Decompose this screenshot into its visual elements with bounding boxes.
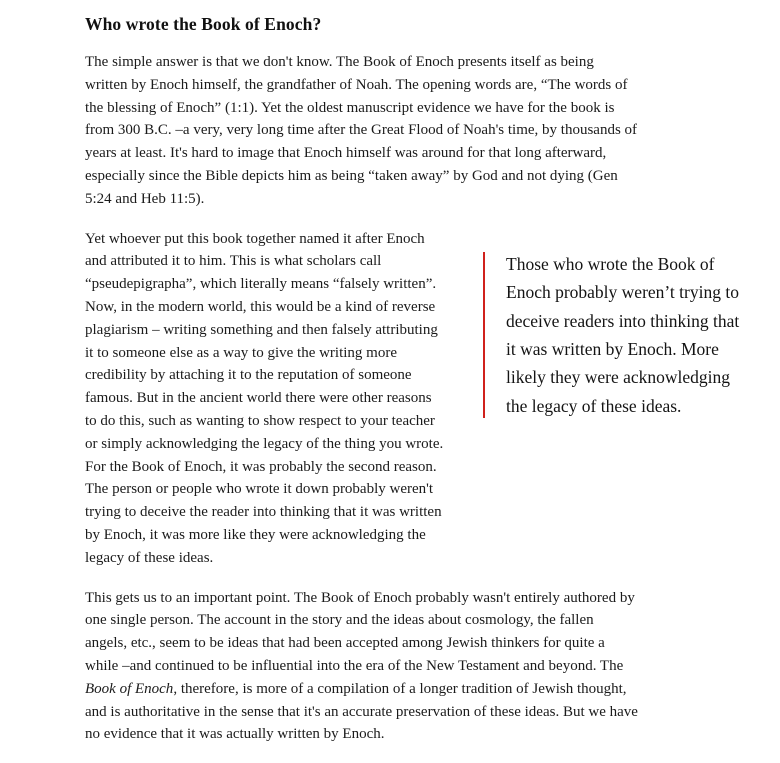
paragraph-3-part-2: , therefore, is more of a compilation of a longer tradition of Jewish thought, and is authoritative in the sense that it's an accurate preservation of these ideas. But we have no evidence that it was actually written by Enoch. [85, 680, 638, 743]
pullquote [483, 250, 741, 420]
book-title-italic: Book of Enoch [85, 680, 174, 697]
paragraph-3-part-1: This gets us to an important point. The Book of Enoch probably wasn't entirely authored by one single person. The account in the story and the ideas about cosmology, the fallen angels, etc., seem to be ideas that had been accepted among Jewish thinkers for quite a while –and continued to be influential into the era of the New Testament and beyond. The [85, 589, 635, 674]
paragraph-1: The simple answer is that we don't know. The Book of Enoch presents itself as being written by Enoch himself, the grandfather of Noah. The opening words are, “The words of the blessing of Enoch” (1:1). Yet the oldest manuscript evidence we have for the book is from 300 B.C. –a very, very long time after the Great Flood of Noah's time, by thousands of years at least. It's hard to image that Enoch himself was around for that long afterward, especially since the Bible depicts him as being “taken away” by God and not dying (Gen 5:24 and Heb 11:5). [85, 54, 638, 207]
page-title: Who wrote the Book of Enoch? [85, 14, 322, 34]
paragraph-3 [85, 587, 638, 747]
pullquote-text: Those who wrote the Book of Enoch probably weren’t trying to deceive readers into thinking that it was written by Enoch. More likely they were acknowledging the legacy of these ideas. [506, 254, 740, 416]
paragraph-2: Yet whoever put this book together named it after Enoch and attributed it to him. This is what scholars call “pseudepigrapha”, which literally means “falsely written”. Now, in the modern world, this would be a kind of reverse plagiarism – writing something and then falsely attributing it to someone else as a way to give the writing more credibility by attaching it to the reputation of someone famous. But in the ancient world there were other reasons to do this, such as wanting to show respect to your teacher or simply acknowledging the legacy of the thing you wrote. For the Book of Enoch, it was probably the second reason. The person or people who wrote it down probably weren't trying to deceive the reader into thinking that it was written by Enoch, it was more like they were acknowledging the legacy of these ideas. [85, 230, 444, 566]
